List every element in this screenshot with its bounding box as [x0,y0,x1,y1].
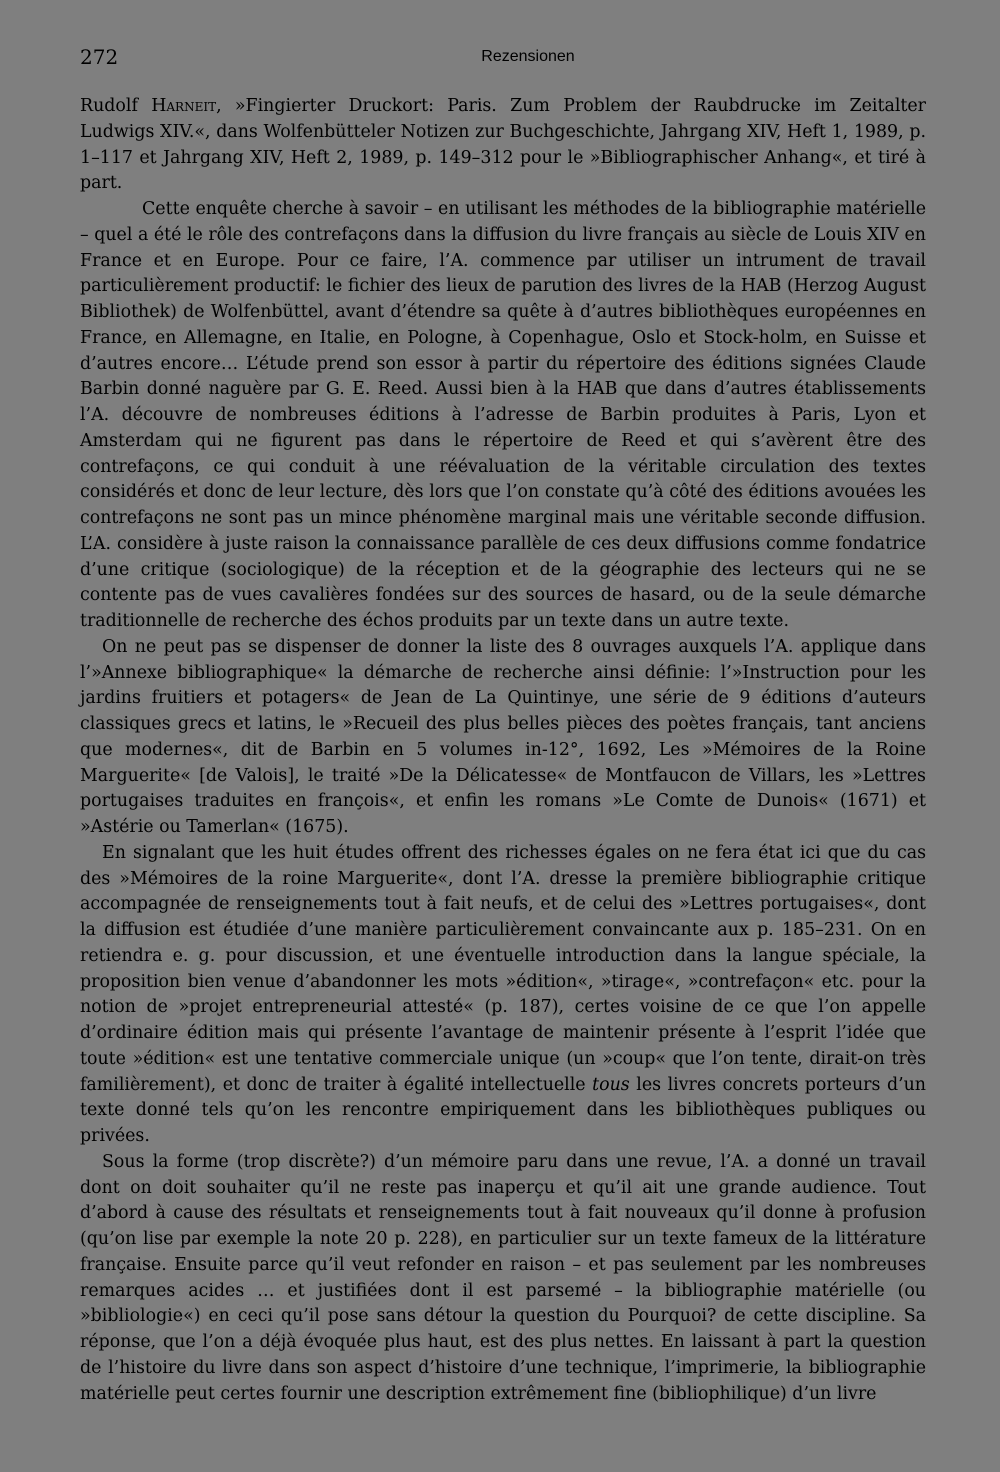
paragraph-3-italic: tous [592,1074,630,1095]
running-head [80,44,926,72]
paragraph-4: Sous la forme (trop discrète?) d’un mémoire paru dans une revue, l’A. a donné un travail dont on doit souhaiter qu’il ne reste pas inaperçu et qu’il ait une grande audience. Tout d’abord à cause des résultats et renseignements tout à fait nouveaux qu’il donne à profusion (qu’on lise par exemple la note 20 p. 228), en particulier sur un texte fameux de la littérature française. Ensuite parce qu’il veut refonder en raison – et pas seulement par les nombreuses remarques acides … et justifiées dont il est parsemé – la bibliographie matérielle (ou »bibliologie«) en ceci qu’il pose sans détour la question du Pourquoi? de cette discipline. Sa réponse, que l’on a déjà évoquée plus haut, est des plus nettes. En laissant à part la question de l’histoire du livre dans son aspect d’histoire d’une technique, l’imprimerie, la bibliographie matérielle peut certes fournir une description extrêmement fine (bibliophilique) d’un livre [80,1151,926,1404]
book-page [80,44,926,1444]
citation [80,94,926,197]
paragraph-3-text-b: les livres concrets porteurs d’un texte donné tels qu’on les rencontre empiriquement dans les bibliothèques publiques ou privées. [80,1074,926,1146]
paragraph-3 [80,841,926,1150]
paragraph-1: Cette enquête cherche à savoir – en utilisant les méthodes de la bibliographie matérielle – quel a été le rôle des contrefaçons dans la diffusion du livre français au siècle de Louis XIV en France et en Europe. Pour ce faire, l’A. commence par utiliser un intrument de travail particulièrement productif: le fichier des lieux de parution des livres de la HAB (Herzog August Bibliothek) de Wolfenbüttel, avant d’étendre sa quête à d’autres bibliothèques européennes en France, en Allemagne, en Italie, en Pologne, à Copenhague, Oslo et Stock-holm, en Suisse et d’autres encore… L’étude prend son essor à partir du répertoire des éditions signées Claude Barbin donné naguère par G. E. Reed. Aussi bien à la HAB que dans d’autres établissements l’A. découvre de nombreuses éditions à l’adresse de Barbin produites à Paris, Lyon et Amsterdam qui ne figurent pas dans le répertoire de Reed et qui s’avèrent être des contrefaçons, ce qui conduit à une réévaluation de la véritable circulation des textes considérés et donc de leur lecture, dès lors que l’on constate qu’à côté des éditions avouées les contrefaçons ne sont pas un mince phénomène marginal mais une véritable seconde diffusion. L’A. considère à juste raison la connaissance parallèle de ces deux diffusions comme fondatrice d’une critique (sociologique) de la réception et de la géographie des lecteurs qui ne se contente pas de vues cavalières fondées sur des sources de hasard, ou de la seule démarche traditionnelle de recherche des échos produits par un texte dans un autre texte. [80,199,926,631]
citation-author-first: Rudolf [80,96,152,116]
section-title: Rezensionen [481,48,575,65]
review-text [80,94,926,1407]
paragraph-3-text-a: En signalant que les huit études offrent des richesses égales on ne fera état ici que du cas des »Mémoires de la roine Marguerite«, dont l’A. dresse la première bibliographie critique accompagnée de renseignements tout à fait neufs, et de celui des »Lettres portugaises«, dont la diffusion est étudiée d’une manière particulièrement convaincante aux p. 185–231. On en retiendra e. g. pour discussion, et une éventuelle introduction dans la langue spéciale, la proposition bien venue d’abandonner les mots »édition«, »tirage«, »contrefaçon« etc. pour la notion de »projet entrepreneurial attesté« (p. 187), certes voisine de ce que l’on appelle d’ordinaire édition mais qui présente l’avantage de maintenir présente à l’esprit l’idée que toute »édition« est une tentative commerciale unique (un »coup« que l’on tente, dirait-on très familièrement), et donc de traiter à égalité intellectuelle [80,842,926,1095]
page-number: 272 [80,45,119,69]
paragraph-2: On ne peut pas se dispenser de donner la liste des 8 ouvrages auxquels l’A. applique dans l’»Annexe bibliographique« la démarche de recherche ainsi définie: l’»Instruction pour les jardins fruitiers et potagers« de Jean de La Quintinye, une série de 9 éditions d’auteurs classiques grecs et latins, le »Recueil des plus belles pièces des poètes français, tant anciens que modernes«, dit de Barbin en 5 volumes in-12°, 1692, Les »Mémoires de la Roine Marguerite« [de Valois], le traité »De la Délicatesse« de Montfaucon de Villars, les »Lettres portugaises traduites en françois«, et enfin les romans »Le Comte de Dunois« (1671) et »Astérie ou Tamerlan« (1675). [80,636,926,837]
citation-details: , »Fingierter Druckort: Paris. Zum Problem der Raubdrucke im Zeitalter Ludwigs XIV.«, dans Wolfenbütteler Notizen zur Buchgeschichte, Jahrgang XIV, Heft 1, 1989, p. 1–117 et Jahrgang XIV, Heft 2, 1989, p. 149–312 pour le »Bibliographischer Anhang«, et tiré à part. [80,96,926,194]
citation-author-last: Harneit [151,96,217,116]
